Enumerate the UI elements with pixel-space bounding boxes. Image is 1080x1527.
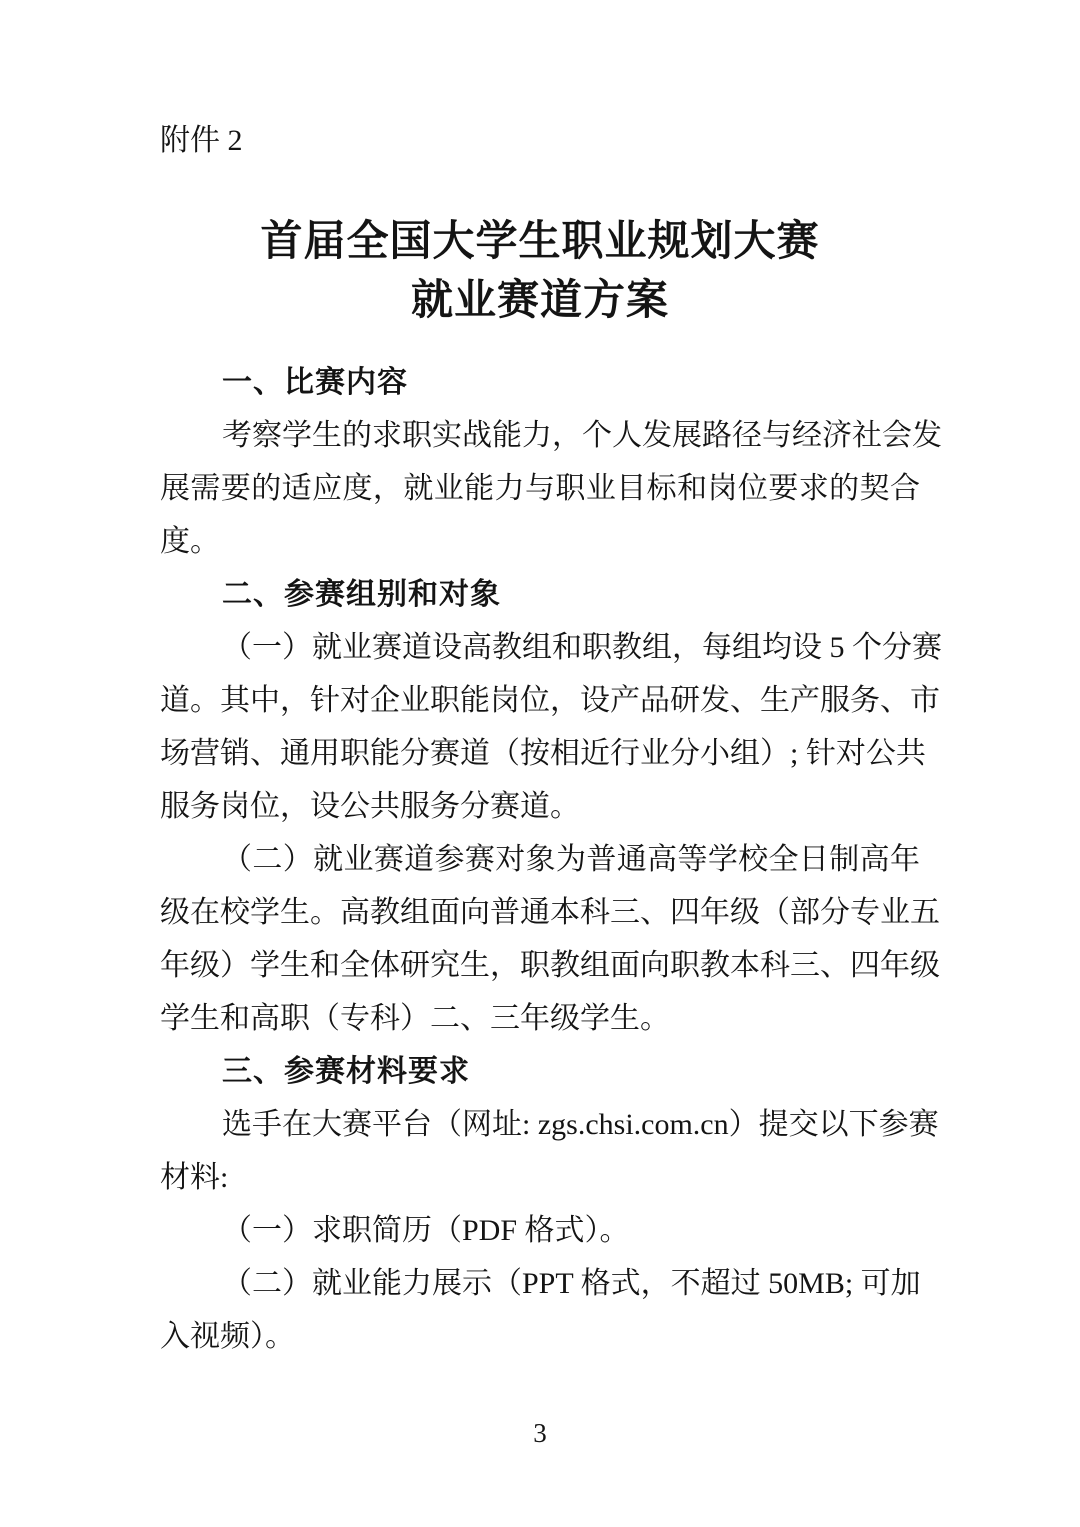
document-body bbox=[160, 356, 942, 1363]
paragraph-line: （二）就业能力展示（PPT 格式，不超过 50MB; 可加 bbox=[222, 1267, 921, 1300]
paragraph-line: 年级）学生和全体研究生，职教组面向职教本科三、四年级 bbox=[160, 949, 940, 982]
document-title-line-1: 首届全国大学生职业规划大赛 bbox=[260, 219, 820, 265]
paragraph-line: 材料: bbox=[160, 1161, 229, 1194]
paragraph-line: 考察学生的求职实战能力，个人发展路径与经济社会发 bbox=[222, 419, 942, 452]
paragraph-line: 场营销、通用职能分赛道（按相近行业分小组）; 针对公共 bbox=[160, 737, 926, 770]
paragraph-line: 展需要的适应度，就业能力与职业目标和岗位要求的契合 bbox=[160, 472, 920, 505]
paragraph-line: （二）就业赛道参赛对象为普通高等学校全日制高年 bbox=[222, 843, 920, 876]
document-title bbox=[0, 213, 1080, 331]
paragraph-line: 度。 bbox=[160, 525, 220, 558]
section-heading-1: 一、比赛内容 bbox=[222, 366, 408, 399]
paragraph-line: 选手在大赛平台（网址: zgs.chsi.com.cn）提交以下参赛 bbox=[222, 1108, 939, 1141]
attachment-label: 附件 2 bbox=[160, 124, 243, 157]
section-heading-3: 三、参赛材料要求 bbox=[222, 1055, 470, 1088]
paragraph-line: （一）就业赛道设高教组和职教组，每组均设 5 个分赛 bbox=[222, 631, 942, 664]
paragraph-line: 入视频）。 bbox=[160, 1320, 295, 1353]
paragraph-line: 服务岗位，设公共服务分赛道。 bbox=[160, 790, 580, 823]
document-title-line-2: 就业赛道方案 bbox=[410, 278, 669, 324]
paragraph-line: 学生和高职（专科）二、三年级学生。 bbox=[160, 1002, 670, 1035]
page-number: 3 bbox=[533, 1418, 547, 1448]
paragraph-line: 级在校学生。高教组面向普通本科三、四年级（部分专业五 bbox=[160, 896, 940, 929]
paragraph-line: （一）求职简历（PDF 格式）。 bbox=[222, 1214, 630, 1247]
paragraph-line: 道。其中，针对企业职能岗位，设产品研发、生产服务、市 bbox=[160, 684, 940, 717]
section-heading-2: 二、参赛组别和对象 bbox=[222, 578, 501, 611]
